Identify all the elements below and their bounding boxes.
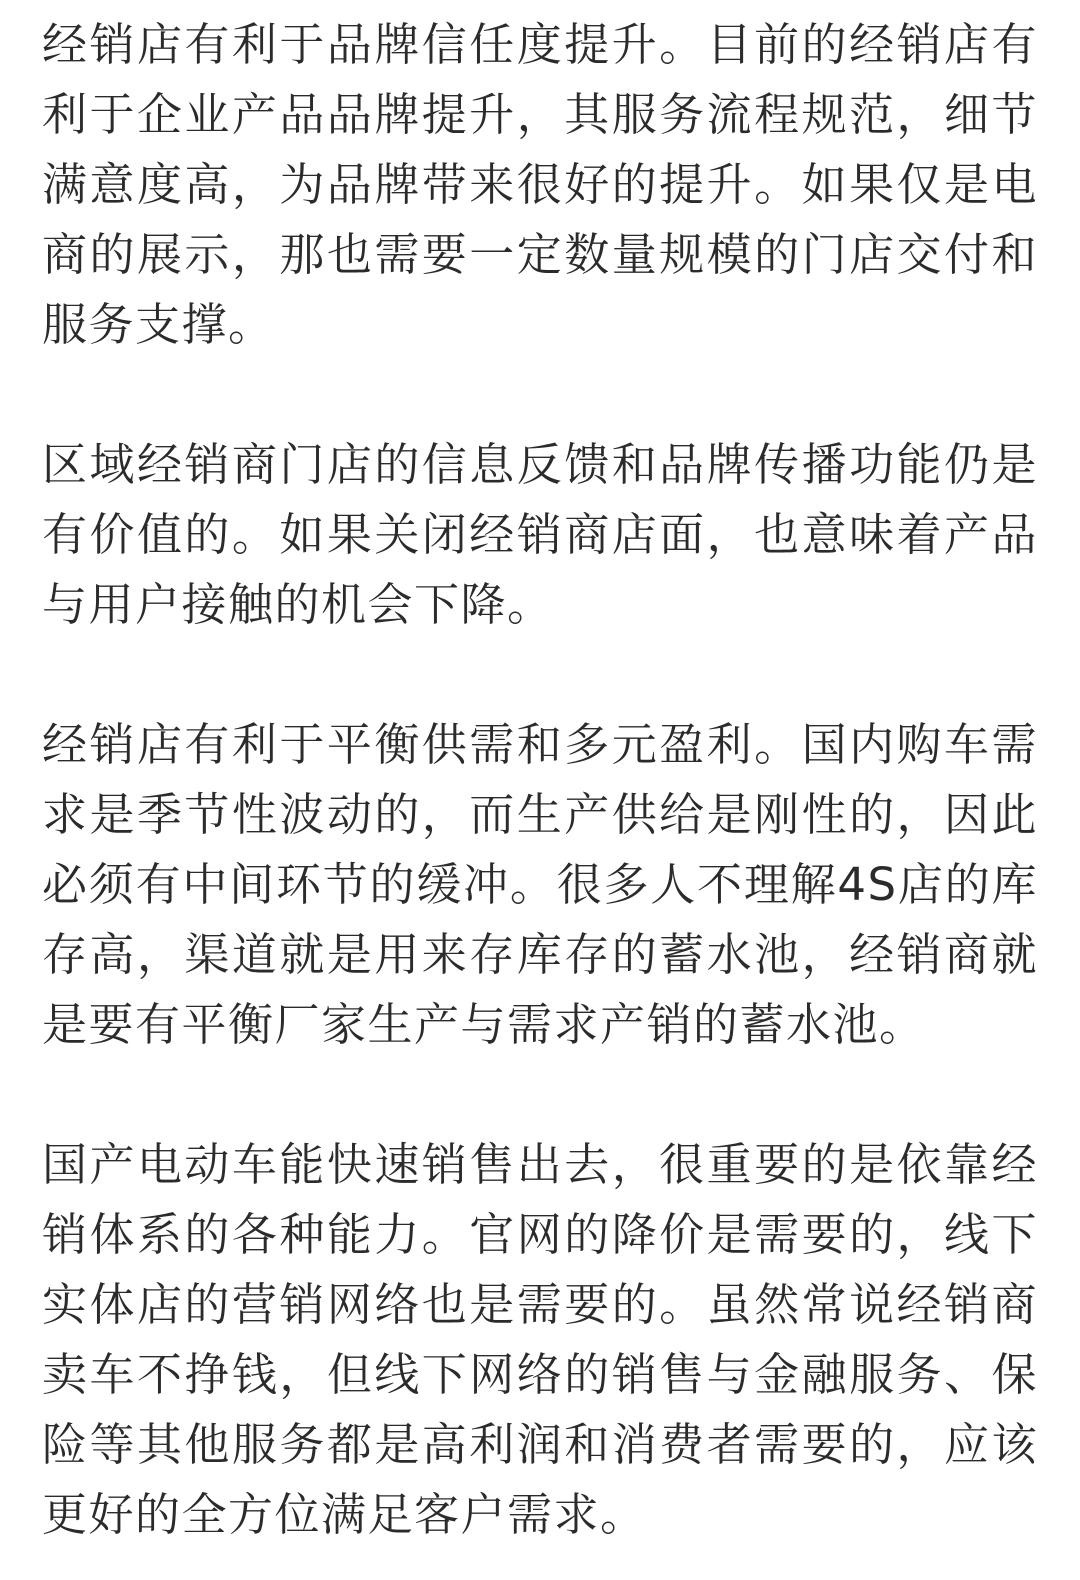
paragraph-supply-demand: 经销店有利于平衡供需和多元盈利。国内购车需求是季节性波动的，而生产供给是刚性的，因此必须有中间环节的缓冲。很多人不理解4S店的库存高，渠道就是用来存库存的蓄水池，经销商就是要有平衡厂家生产与需求产销的蓄水池。 [42,718,1038,1051]
article-body [42,10,1038,1550]
paragraph-domestic-ev: 国产电动车能快速销售出去，很重要的是依靠经销体系的各种能力。官网的降价是需要的，线下实体店的营销网络也是需要的。虽然常说经销商卖车不挣钱，但线下网络的销售与金融服务、保险等其他服务都是高利润和消费者需要的，应该更好的全方位满足客户需求。 [42,1138,1038,1541]
paragraph-brand-trust: 经销店有利于品牌信任度提升。目前的经销店有利于企业产品品牌提升，其服务流程规范，细节满意度高，为品牌带来很好的提升。如果仅是电商的展示，那也需要一定数量规模的门店交付和服务支撑。 [42,18,1038,351]
paragraph-regional-dealer: 区域经销商门店的信息反馈和品牌传播功能仍是有价值的。如果关闭经销商店面，也意味着产品与用户接触的机会下降。 [42,438,1038,631]
